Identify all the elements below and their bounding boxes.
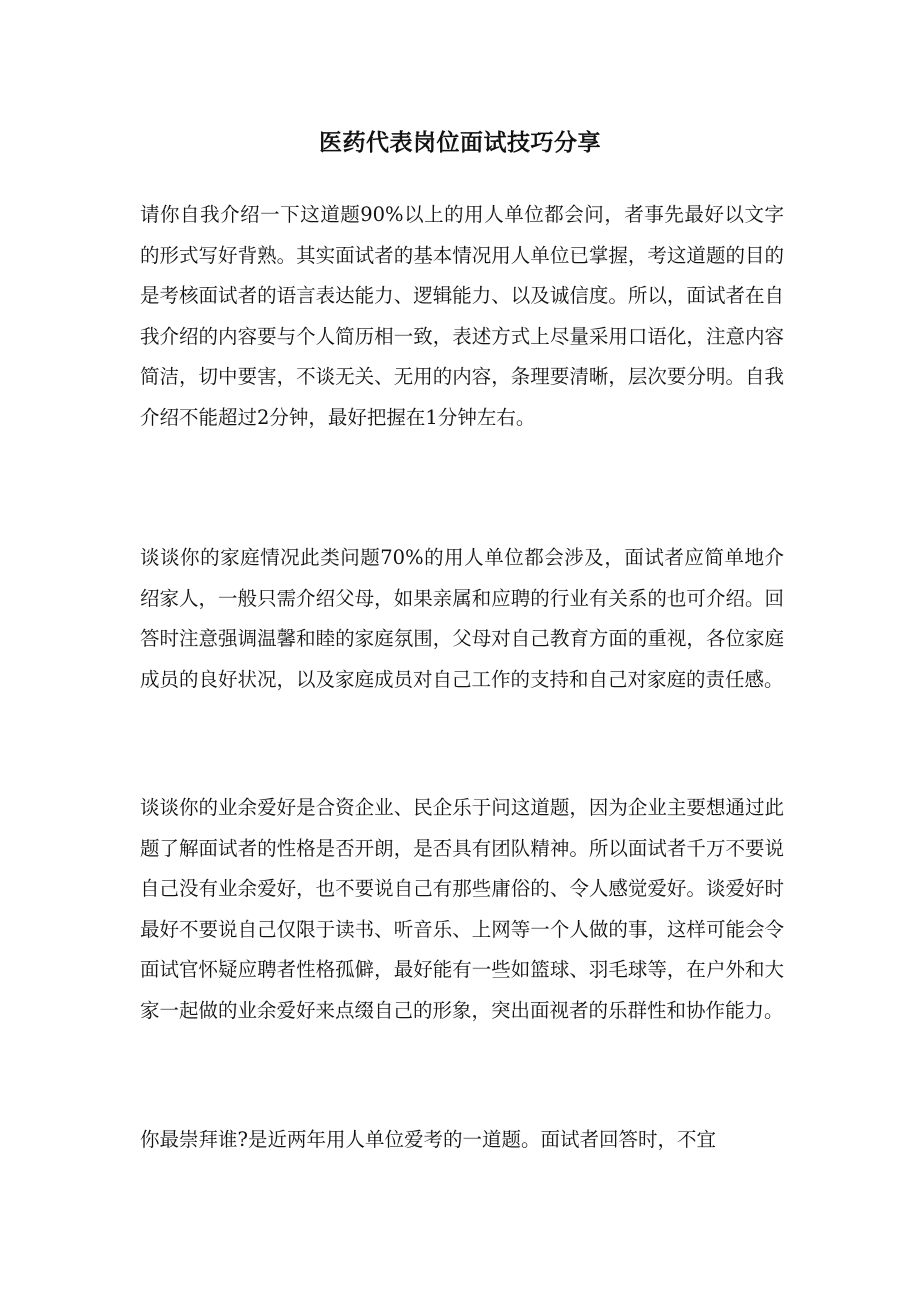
document-title: 医药代表岗位面试技巧分享 [319,129,601,157]
paragraph-admired-person: 你最崇拜谁?是近两年用人单位爱考的一道题。面试者回答时，不宜 [140,1128,716,1151]
paragraph-self-introduction: 请你自我介绍一下这道题90%以上的用人单位都会问，者事先最好以文字的形式写好背熟。其实面试者的基本情况用人单位已掌握，考这道题的目的是考核面试者的语言表达能力、逻辑能力、以及诚信度。所以，面试者在自我介绍的内容要与个人简历相一致，表述方式上尽量采用口语化，注意内容简洁，切中要害，不谈无关、无用的内容，条理要清晰，层次要分明。自我介绍不能超过2分钟，最好把握在1分钟左右。 [140,203,784,429]
paragraph-family-situation: 谈谈你的家庭情况此类问题70%的用人单位都会涉及，面试者应简单地介绍家人，一般只需介绍父母，如果亲属和应聘的行业有关系的也可介绍。回答时注意强调温馨和睦的家庭氛围，父母对自己教育方面的重视，各位家庭成员的良好状况，以及家庭成员对自己工作的支持和自己对家庭的责任感。 [140,546,784,691]
paragraph-hobbies: 谈谈你的业余爱好是合资企业、民企乐于问这道题，因为企业主要想通过此题了解面试者的性格是否开朗，是否具有团队精神。所以面试者千万不要说自己没有业余爱好，也不要说自己有那些庸俗的、令人感觉爱好。谈爱好时最好不要说自己仅限于读书、听音乐、上网等一个人做的事，这样可能会令面试官怀疑应聘者性格孤僻，最好能有一些如篮球、羽毛球等，在户外和大家一起做的业余爱好来点缀自己的形象，突出面视者的乐群性和协作能力。 [140,796,784,1022]
